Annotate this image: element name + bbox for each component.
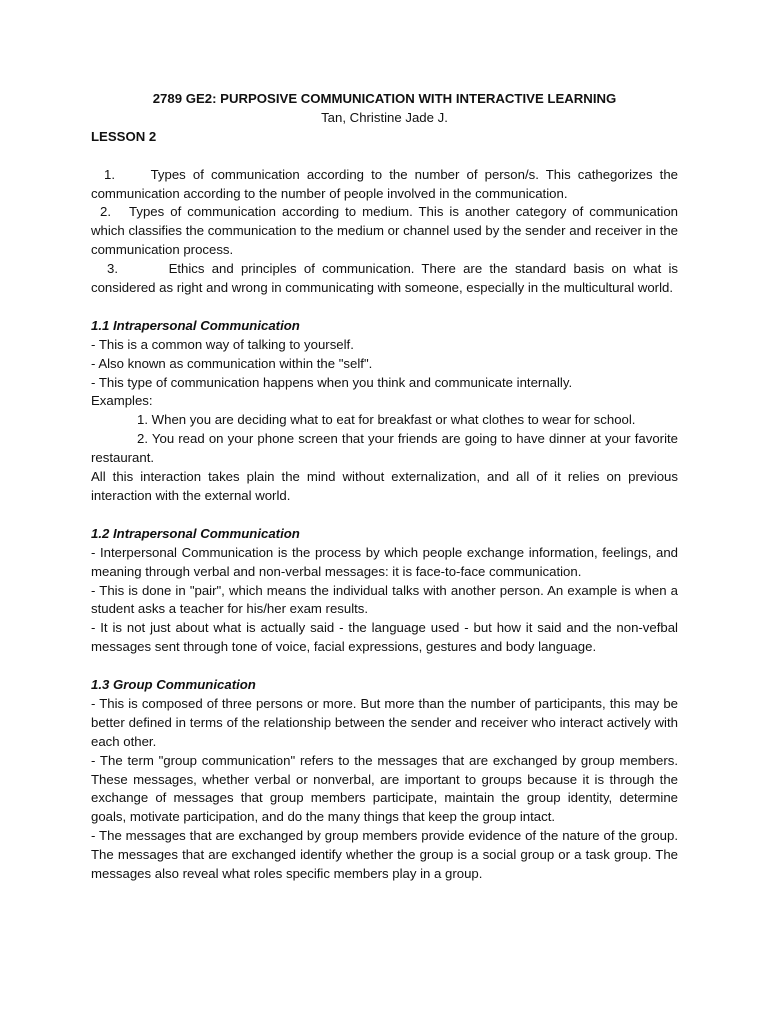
example-item: 1. When you are deciding what to eat for breakfast or what clothes to wear for school.	[137, 412, 636, 428]
section-line: - This is composed of three persons or more. But more than the number of participants, this may be better defined in terms of the relationship between the sender and receiver who interact actively with each other.	[91, 695, 678, 749]
section-line: - Interpersonal Communication is the process by which people exchange information, feelings, and meaning through verbal and non-verbal messages: it is face-to-face communication.	[91, 544, 678, 579]
overview-item-1	[91, 166, 678, 204]
section-line: - It is not just about what is actually said - the language used - but how it said and the non-vefbal messages sent through tone of voice, facial expressions, gestures and body language.	[91, 620, 678, 655]
section-heading: 1.1 Intrapersonal Communication	[91, 317, 300, 333]
overview-item-text: Types of communication according to the number of person/s. This cathegorizes the communication according to the number of people involved in the communication.	[91, 166, 678, 201]
author-name: Tan, Christine Jade J.	[321, 109, 448, 125]
examples-label: Examples:	[91, 393, 153, 409]
overview-item-number: 1.	[104, 166, 115, 182]
example-item: 2. You read on your phone screen that your friends are going to have dinner at your favorite restaurant.	[91, 431, 678, 466]
overview-item-3	[91, 260, 678, 298]
overview-item-number: 3.	[107, 261, 118, 277]
document-title: 2789 GE2: PURPOSIVE COMMUNICATION WITH INTERACTIVE LEARNING	[152, 91, 617, 106]
section-line: - This type of communication happens when you think and communicate internally.	[91, 374, 573, 390]
overview-item-text: Types of communication according to medium. This is another category of communication which classifies the communication to the medium or channel used by the sender and receiver in the communication process.	[91, 204, 678, 258]
section-line: - The term "group communication" refers to the messages that are exchanged by group members. These messages, whether verbal or nonverbal, are important to groups because it is through the exchange of messages that group members participate, maintain the group identity, determine goals, motivate participation, and do the many things that keep the group intact.	[91, 752, 678, 825]
section-line: - The messages that are exchanged by group members provide evidence of the nature of the group. The messages that are exchanged identify whether the group is a social group or a task group. The messages also reveal what roles specific members play in a group.	[91, 828, 678, 882]
section-closing: All this interaction takes plain the mind without externalization, and all of it relies on previous interaction with the external world.	[91, 469, 678, 503]
section-heading: 1.2 Intrapersonal Communication	[91, 525, 300, 541]
section-heading: 1.3 Group Communication	[91, 677, 256, 693]
overview-item-2	[91, 203, 678, 260]
section-line: - This is a common way of talking to yourself.	[91, 336, 354, 352]
overview-item-number: 2.	[100, 204, 111, 220]
overview-item-text: Ethics and principles of communication. There are the standard basis on what is considered as right and wrong in communicating with someone, especially in the multicultural world.	[91, 261, 678, 296]
section-line: - Also known as communication within the "self".	[91, 355, 373, 371]
section-line: - This is done in "pair", which means the individual talks with another person. An example is when a student asks a teacher for his/her exam results.	[91, 582, 678, 617]
lesson-heading: LESSON 2	[91, 128, 157, 144]
